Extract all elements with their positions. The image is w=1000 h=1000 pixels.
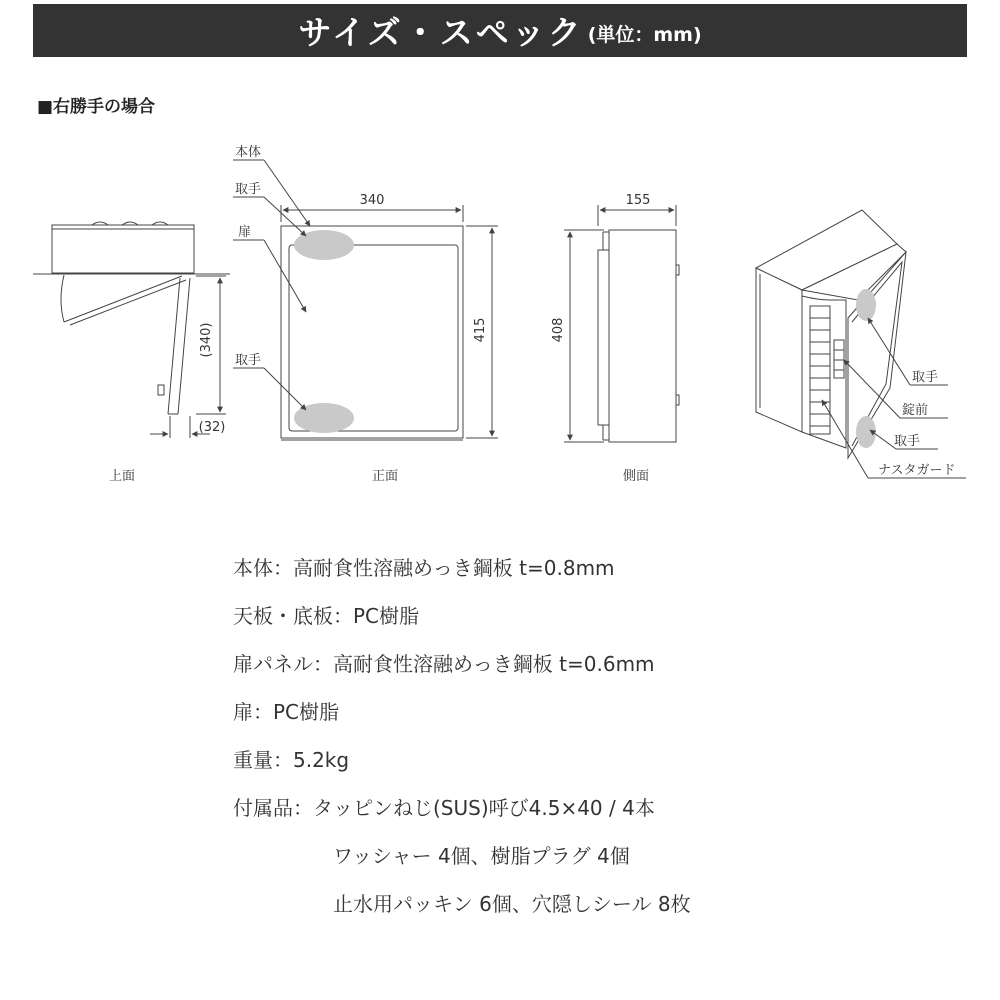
view-label-side: 側面 — [622, 469, 650, 484]
spec-weight: 重量：5.2kg — [233, 748, 350, 772]
side-view-drawing — [564, 205, 679, 442]
spec-top-bottom-panel: 天板・底板：PC樹脂 — [233, 604, 420, 628]
spec-accessories-2: ワッシャー 4個、樹脂プラグ 4個 — [333, 844, 630, 868]
label-lock-front: 錠前 — [902, 403, 929, 418]
label-handle-bottom: 取手 — [235, 353, 262, 368]
technical-drawing — [0, 130, 1000, 500]
spec-door-panel: 扉パネル：高耐食性溶融めっき鋼板 t=0.6mm — [233, 652, 655, 676]
label-handle-top: 取手 — [235, 182, 262, 197]
spec-door: 扉：PC樹脂 — [233, 700, 340, 724]
dim-door-thickness: (32) — [198, 420, 226, 435]
handle-top-marker — [294, 230, 354, 260]
label-nasuta-guard: ナスタガード — [878, 463, 956, 478]
perspective-drawing — [756, 210, 906, 458]
dim-height: 415 — [473, 317, 488, 343]
label-body: 本体 — [235, 145, 262, 160]
label-handle-right: 取手 — [912, 370, 939, 385]
spec-accessories: 付属品：タッピンねじ(SUS)呼び4.5×40 / 4本 — [233, 796, 655, 820]
handle-right-marker — [856, 289, 876, 321]
dim-width: 340 — [359, 193, 385, 208]
label-handle-right-2: 取手 — [894, 434, 921, 449]
spec-body-material: 本体：高耐食性溶融めっき鋼板 t=0.8mm — [233, 556, 615, 580]
dim-depth: 155 — [625, 193, 651, 208]
spec-accessories-3: 止水用パッキン 6個、穴隠しシール 8枚 — [333, 892, 691, 916]
dim-open-depth: (340) — [199, 322, 214, 358]
view-label-top: 上面 — [108, 469, 136, 484]
page-title: サイズ・スペック — [298, 13, 584, 52]
label-door: 扉 — [238, 225, 252, 240]
section-heading: ■右勝手の場合 — [37, 97, 156, 117]
title-banner — [33, 4, 967, 57]
view-label-front: 正面 — [371, 469, 399, 484]
dim-side-height: 408 — [551, 317, 566, 343]
unit-note: (単位：mm) — [587, 24, 702, 46]
